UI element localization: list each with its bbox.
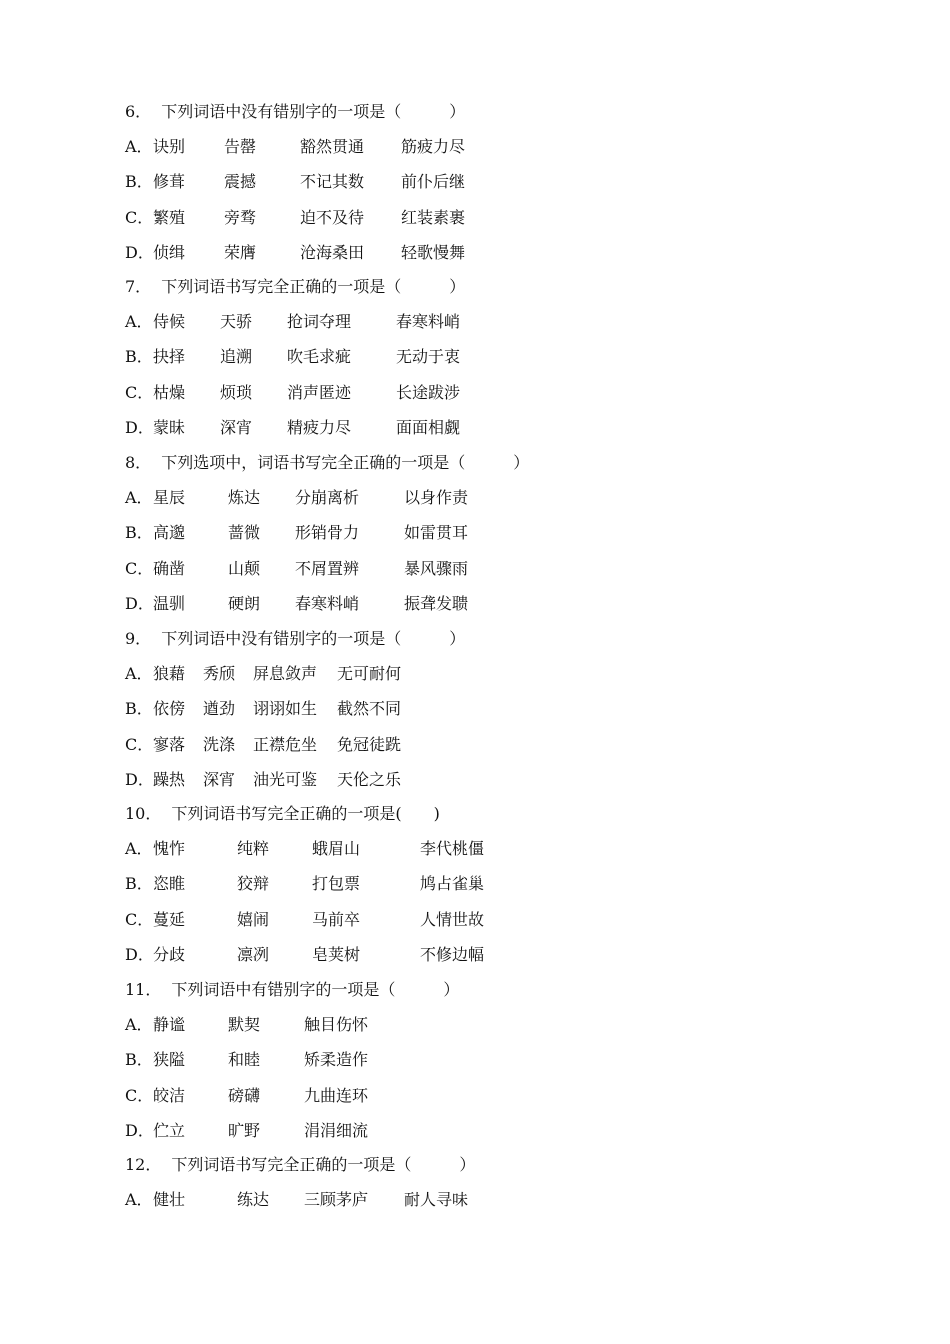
question-stem xyxy=(125,99,465,125)
option-word: 依傍 xyxy=(153,699,186,719)
question-number: 12． xyxy=(125,1155,162,1174)
option-word: 马前卒 xyxy=(312,909,361,929)
option-word: 油光可鉴 xyxy=(253,769,318,789)
option-word: 荣膺 xyxy=(224,242,257,262)
option-word: 天骄 xyxy=(220,312,253,332)
option-word: 矫柔造作 xyxy=(304,1050,369,1070)
option-word: 抉择 xyxy=(153,347,186,367)
option-letter: B． xyxy=(125,347,153,367)
option-word: 蔓延 xyxy=(153,909,186,929)
option-letter: A． xyxy=(125,312,153,332)
option-letter: C． xyxy=(125,382,154,402)
option-word: 追溯 xyxy=(220,347,253,367)
option-word: 面面相觑 xyxy=(396,417,461,437)
question-number: 10． xyxy=(125,804,162,823)
option-letter: A． xyxy=(125,1190,153,1210)
option-word: 确凿 xyxy=(153,558,186,578)
question-number: 9． xyxy=(125,629,152,648)
option-word: 繁殖 xyxy=(153,207,186,227)
option-word: 凛冽 xyxy=(237,944,270,964)
option-word: 狼藉 xyxy=(153,664,186,684)
option-word: 不修边幅 xyxy=(420,944,485,964)
option-word: 修葺 xyxy=(153,172,186,192)
option-word: 炼达 xyxy=(228,488,261,508)
option-word: 消声匿迹 xyxy=(287,382,352,402)
option-word: 正襟危坐 xyxy=(253,734,318,754)
option-word: 静谧 xyxy=(153,1015,186,1035)
option-word: 沧海桑田 xyxy=(300,242,365,262)
option-word: 旷野 xyxy=(228,1120,261,1140)
option-word: 抢词夺理 xyxy=(287,312,352,332)
option-letter: B． xyxy=(125,874,153,894)
option-word: 暴风骤雨 xyxy=(404,558,469,578)
option-letter: C． xyxy=(125,734,154,754)
option-letter: A． xyxy=(125,839,153,859)
option-word: 以身作责 xyxy=(404,488,469,508)
option-word: 筋疲力尽 xyxy=(401,137,466,157)
option-word: 蛾眉山 xyxy=(312,839,361,859)
option-word: 寥落 xyxy=(153,734,186,754)
question-stem xyxy=(125,1152,475,1178)
option-word: 嬉闹 xyxy=(237,909,270,929)
option-word: 默契 xyxy=(228,1015,261,1035)
option-word: 无动于衷 xyxy=(396,347,461,367)
question-text: 下列词语书写完全正确的一项是（ ） xyxy=(171,1155,476,1174)
question-number: 6． xyxy=(125,102,152,121)
option-word: 打包票 xyxy=(312,874,361,894)
option-word: 吹毛求疵 xyxy=(287,347,352,367)
option-word: 春寒料峭 xyxy=(396,312,461,332)
option-word: 屏息敛声 xyxy=(253,664,318,684)
option-word: 触目伤怀 xyxy=(304,1015,369,1035)
question-text: 下列词语书写完全正确的一项是( ) xyxy=(171,804,440,823)
option-word: 震撼 xyxy=(224,172,257,192)
option-word: 不屑置辨 xyxy=(295,558,360,578)
option-letter: B． xyxy=(125,1050,153,1070)
option-word: 无可耐何 xyxy=(337,664,402,684)
option-word: 烦琐 xyxy=(220,382,253,402)
option-word: 人情世故 xyxy=(420,909,485,929)
question-text: 下列选项中，词语书写完全正确的一项是（ ） xyxy=(161,453,530,472)
option-word: 形销骨力 xyxy=(295,523,360,543)
option-word: 硬朗 xyxy=(228,593,261,613)
option-word: 愧怍 xyxy=(153,839,186,859)
option-word: 侦缉 xyxy=(153,242,186,262)
option-word: 深宵 xyxy=(220,417,253,437)
option-word: 三顾茅庐 xyxy=(304,1190,369,1210)
option-word: 遒劲 xyxy=(203,699,236,719)
option-word: 振聋发聩 xyxy=(404,593,469,613)
option-word: 分歧 xyxy=(153,944,186,964)
option-letter: D． xyxy=(125,1120,154,1140)
option-letter: B． xyxy=(125,172,153,192)
option-letter: D． xyxy=(125,769,154,789)
question-stem xyxy=(125,977,459,1003)
option-word: 蒙昧 xyxy=(153,417,186,437)
option-word: 免冠徒跣 xyxy=(337,734,402,754)
option-word: 诩诩如生 xyxy=(253,699,318,719)
option-word: 温驯 xyxy=(153,593,186,613)
option-word: 和睦 xyxy=(228,1050,261,1070)
option-letter: D． xyxy=(125,242,154,262)
option-word: 深宵 xyxy=(203,769,236,789)
option-word: 恣睢 xyxy=(153,874,186,894)
question-number: 7． xyxy=(125,277,152,296)
option-word: 健壮 xyxy=(153,1190,186,1210)
option-letter: D． xyxy=(125,593,154,613)
question-stem xyxy=(125,801,440,827)
option-word: 伫立 xyxy=(153,1120,186,1140)
option-letter: B． xyxy=(125,699,153,719)
question-number: 11． xyxy=(125,980,162,999)
option-word: 分崩离析 xyxy=(295,488,360,508)
option-word: 涓涓细流 xyxy=(304,1120,369,1140)
option-word: 耐人寻味 xyxy=(404,1190,469,1210)
option-word: 洗涤 xyxy=(203,734,236,754)
option-word: 长途跋涉 xyxy=(396,382,461,402)
option-letter: B． xyxy=(125,523,153,543)
option-word: 狡辩 xyxy=(237,874,270,894)
option-word: 九曲连环 xyxy=(304,1085,369,1105)
option-word: 旁骛 xyxy=(224,207,257,227)
option-word: 练达 xyxy=(237,1190,270,1210)
option-word: 山颠 xyxy=(228,558,261,578)
option-letter: D． xyxy=(125,944,154,964)
option-letter: C． xyxy=(125,1085,154,1105)
option-letter: A． xyxy=(125,664,153,684)
option-word: 天伦之乐 xyxy=(337,769,402,789)
option-word: 星辰 xyxy=(153,488,186,508)
option-letter: C． xyxy=(125,558,154,578)
option-word: 狭隘 xyxy=(153,1050,186,1070)
option-letter: D． xyxy=(125,417,154,437)
option-word: 高邈 xyxy=(153,523,186,543)
question-stem xyxy=(125,274,465,300)
option-word: 蔷微 xyxy=(228,523,261,543)
option-word: 鸠占雀巢 xyxy=(420,874,485,894)
option-letter: A． xyxy=(125,137,153,157)
option-word: 春寒料峭 xyxy=(295,593,360,613)
option-word: 李代桃僵 xyxy=(420,839,485,859)
question-number: 8． xyxy=(125,453,152,472)
option-letter: A． xyxy=(125,1015,153,1035)
option-word: 枯燥 xyxy=(153,382,186,402)
question-stem xyxy=(125,626,465,652)
option-word: 秀颀 xyxy=(203,664,236,684)
option-word: 躁热 xyxy=(153,769,186,789)
option-letter: C． xyxy=(125,207,154,227)
option-word: 侍候 xyxy=(153,312,186,332)
option-word: 诀别 xyxy=(153,137,186,157)
option-word: 如雷贯耳 xyxy=(404,523,469,543)
question-stem xyxy=(125,450,529,476)
option-word: 截然不同 xyxy=(337,699,402,719)
option-word: 告罄 xyxy=(224,137,257,157)
question-text: 下列词语书写完全正确的一项是（ ） xyxy=(161,277,466,296)
option-word: 前仆后继 xyxy=(401,172,466,192)
option-letter: A． xyxy=(125,488,153,508)
question-text: 下列词语中没有错别字的一项是（ ） xyxy=(161,102,466,121)
option-word: 红装素裹 xyxy=(401,207,466,227)
option-word: 磅礴 xyxy=(228,1085,261,1105)
option-word: 皂荚树 xyxy=(312,944,361,964)
option-word: 纯粹 xyxy=(237,839,270,859)
option-word: 精疲力尽 xyxy=(287,417,352,437)
option-letter: C． xyxy=(125,909,154,929)
question-text: 下列词语中没有错别字的一项是（ ） xyxy=(161,629,466,648)
option-word: 轻歌慢舞 xyxy=(401,242,466,262)
option-word: 豁然贯通 xyxy=(300,137,365,157)
option-word: 皎洁 xyxy=(153,1085,186,1105)
option-word: 不记其数 xyxy=(300,172,365,192)
option-word: 迫不及待 xyxy=(300,207,365,227)
question-text: 下列词语中有错别字的一项是（ ） xyxy=(171,980,460,999)
